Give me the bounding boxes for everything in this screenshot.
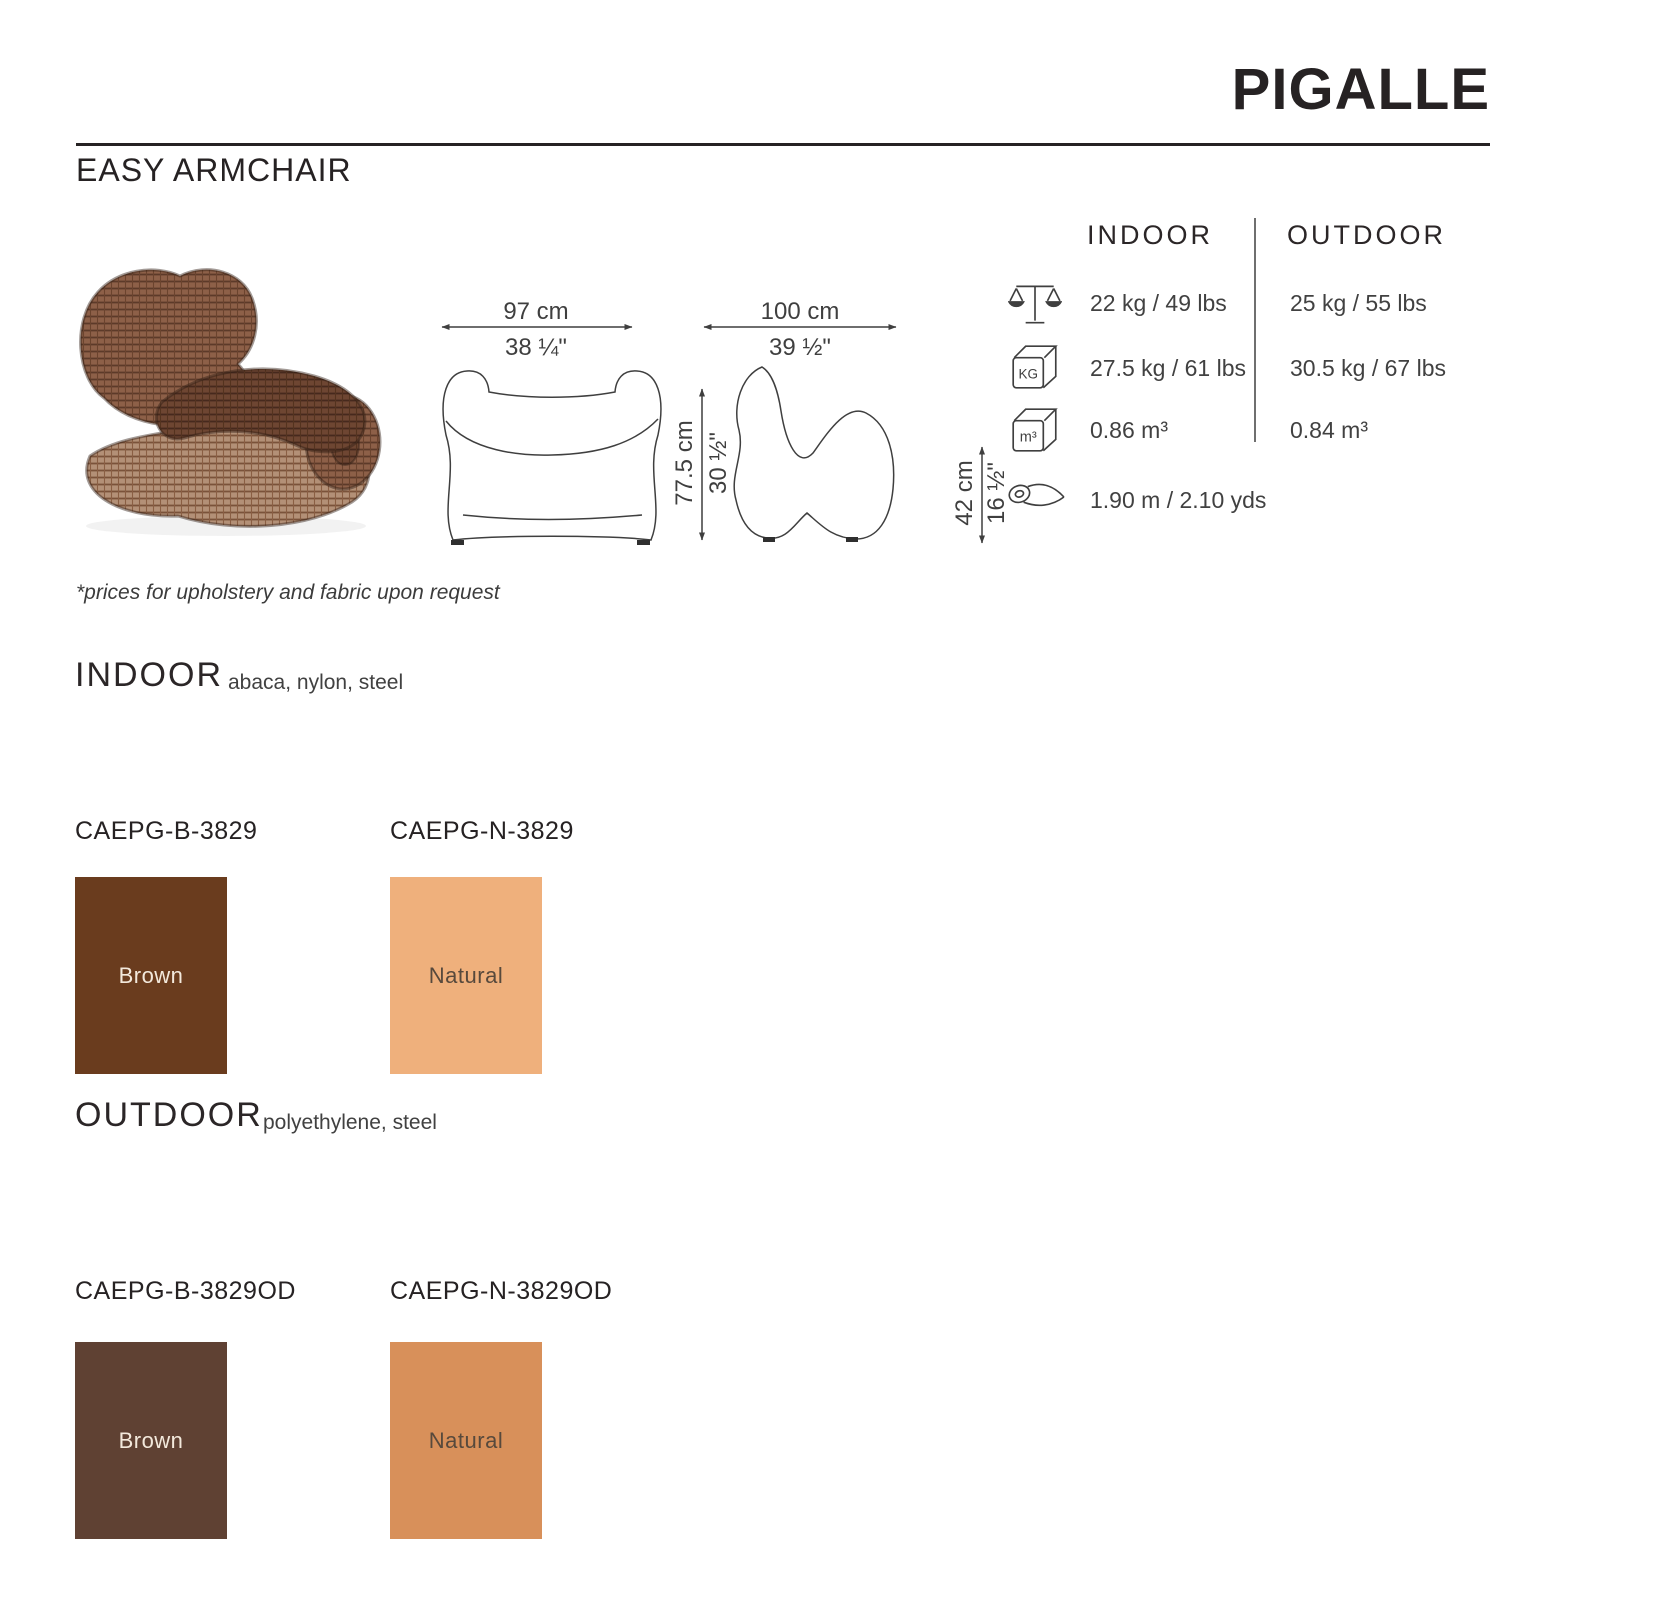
color-swatch [390, 877, 542, 1074]
spec-column-divider [1254, 218, 1256, 442]
kg-box-label: KG [1018, 366, 1039, 382]
section-indoor-materials: abaca, nylon, steel [228, 671, 404, 694]
side-outline [734, 367, 893, 539]
side-view-drawing [704, 298, 1010, 543]
title-rule [76, 143, 1490, 146]
swatch-code: CAEPG-N-3829 [390, 817, 574, 845]
scale-icon [1008, 276, 1062, 330]
outdoor-volume-value: 0.84 m³ [1290, 417, 1368, 443]
spec-outdoor-header: OUTDOOR [1287, 220, 1446, 250]
section-outdoor-materials: polyethylene, steel [263, 1111, 437, 1134]
side-depth-cm-label: 100 cm [760, 298, 840, 325]
swatch-code: CAEPG-B-3829OD [75, 1277, 296, 1305]
m3-box-icon [1008, 403, 1062, 457]
m3-box-label: m³ [1019, 429, 1037, 446]
swatch-code: CAEPG-B-3829 [75, 817, 258, 845]
product-title: EASY ARMCHAIR [76, 152, 352, 188]
front-height-in-label: 30 ½" [705, 432, 732, 494]
front-view-drawing [442, 298, 732, 545]
front-height-cm-label: 77.5 cm [671, 420, 698, 506]
fabric-length-value: 1.90 m / 2.10 yds [1090, 487, 1267, 513]
side-depth-in-label: 39 ½" [769, 334, 831, 361]
side-seat-height-in-label: 16 ½" [983, 462, 1010, 524]
outdoor-packed-weight-value: 30.5 kg / 67 lbs [1290, 355, 1446, 381]
front-seat-curve [446, 419, 658, 455]
front-base-curve [463, 515, 642, 520]
side-seat-height-cm-label: 42 cm [951, 460, 978, 526]
outdoor-weight-value: 25 kg / 55 lbs [1290, 290, 1427, 316]
front-width-in-label: 38 ¼" [505, 334, 567, 361]
indoor-packed-weight-value: 27.5 kg / 61 lbs [1090, 355, 1246, 381]
swatch-code: CAEPG-N-3829OD [390, 1277, 613, 1305]
section-indoor-heading: INDOOR [75, 656, 223, 694]
swatch-label: Brown [118, 962, 184, 988]
kg-box-icon [1008, 340, 1062, 394]
section-outdoor-heading: OUTDOOR [75, 1096, 263, 1134]
swatch-label: Natural [428, 962, 504, 988]
color-swatch [75, 1342, 227, 1539]
indoor-volume-value: 0.86 m³ [1090, 417, 1168, 443]
fabric-roll-icon [1006, 476, 1066, 518]
spec-indoor-header: INDOOR [1087, 220, 1213, 250]
swatch-label: Brown [118, 1427, 184, 1453]
dimension-drawings [430, 293, 1020, 568]
footnote: *prices for upholstery and fabric upon request [76, 581, 500, 604]
front-width-cm-label: 97 cm [503, 298, 569, 325]
indoor-weight-value: 22 kg / 49 lbs [1090, 290, 1227, 316]
color-swatch [390, 1342, 542, 1539]
product-photo [66, 250, 390, 544]
color-swatch [75, 877, 227, 1074]
brand-title: PIGALLE [1231, 57, 1490, 122]
swatch-label: Natural [428, 1427, 504, 1453]
